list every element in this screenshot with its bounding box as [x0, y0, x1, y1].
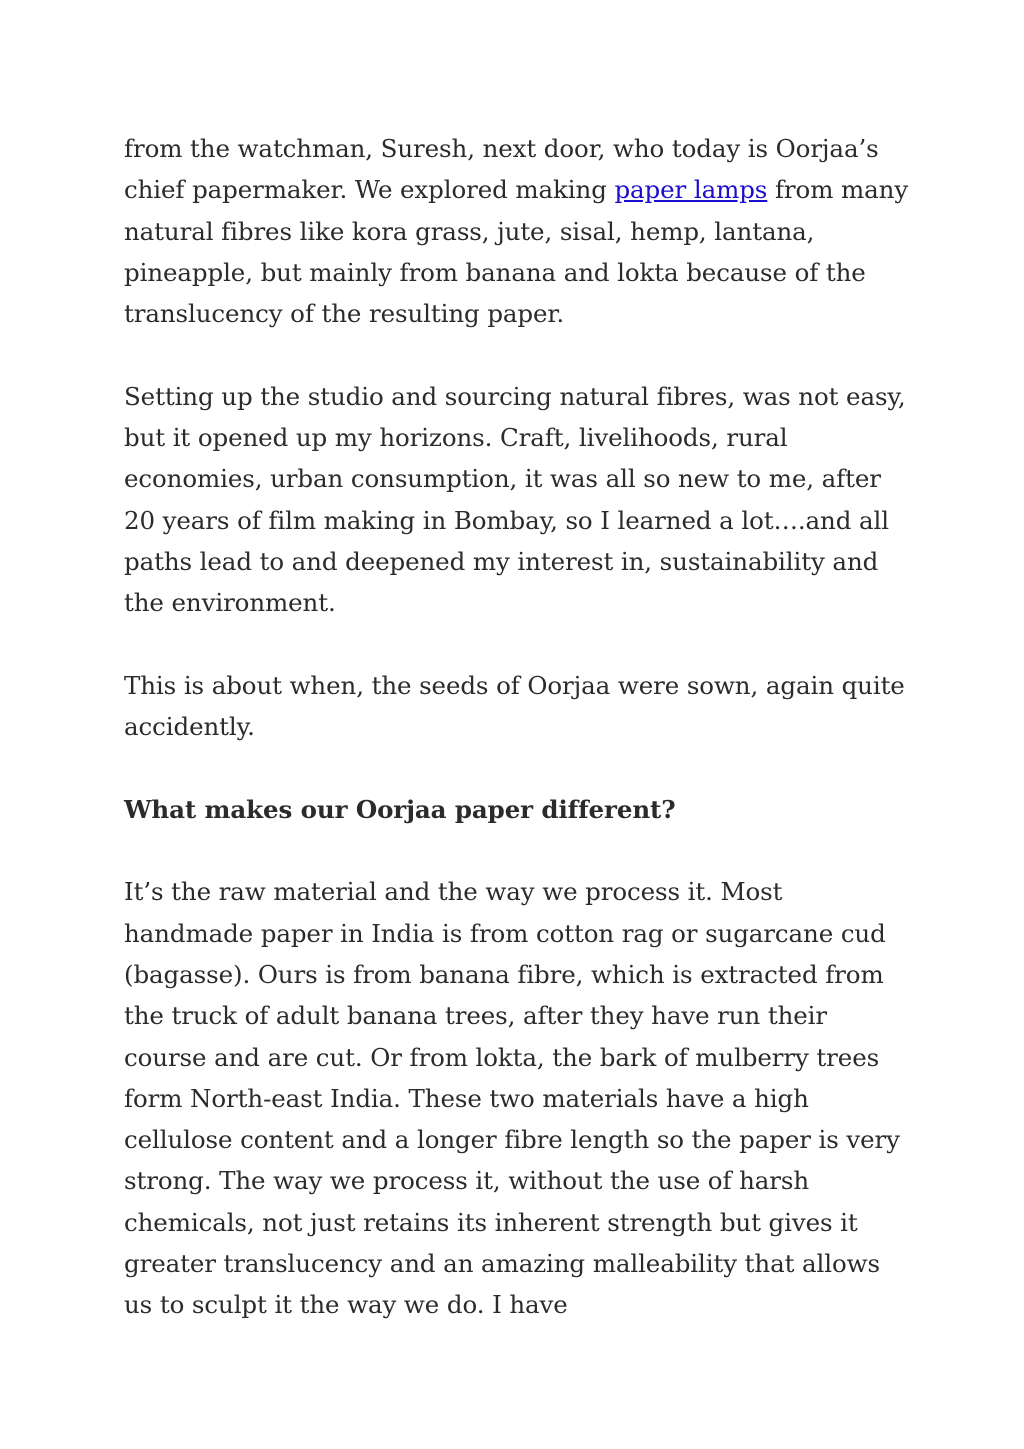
paragraph-raw-material: It’s the raw material and the way we process it. Most handmade paper in India is from cotton rag or sugarcane cud (bagasse). Ours is from banana fibre, which is extracted from the truck of adult banana trees, after they have run their course and are cut. Or from lokta, the bark of mulberry trees form North-east India. These two materials have a high cellulose content and a longer fibre length so the paper is very strong. The way we process it, without the use of harsh chemicals, not just retains its inherent strength but gives it greater translucency and an amazing malleability that allows us to sculpt it the way we do. I have: [124, 877, 900, 1320]
paragraph-studio: Setting up the studio and sourcing natural fibres, was not easy, but it opened up my horizons. Craft, livelihoods, rural economies, urban consumption, it was all so new to me, after 20 years of film making in Bombay, so I learned a lot….and all paths lead to and deepened my interest in, sustainability and the environment.: [124, 381, 906, 618]
paragraph-text: from the watchman, Suresh, next door, who today is Oorjaa’s chief papermaker. We explored making: [124, 134, 879, 205]
paper-lamps-link[interactable]: paper lamps: [614, 175, 768, 205]
paragraph-text: from many natural fibres like kora grass, jute, sisal, hemp, lantana, pineapple, but mainly from banana and lokta because of the translucency of the resulting paper.: [124, 175, 909, 329]
section-heading: What makes our Oorjaa paper different?: [124, 794, 676, 824]
article-body: [124, 128, 914, 1367]
paragraph-papermaker: [124, 128, 914, 334]
paragraph-seeds: This is about when, the seeds of Oorjaa were sown, again quite accidently.: [124, 670, 905, 742]
